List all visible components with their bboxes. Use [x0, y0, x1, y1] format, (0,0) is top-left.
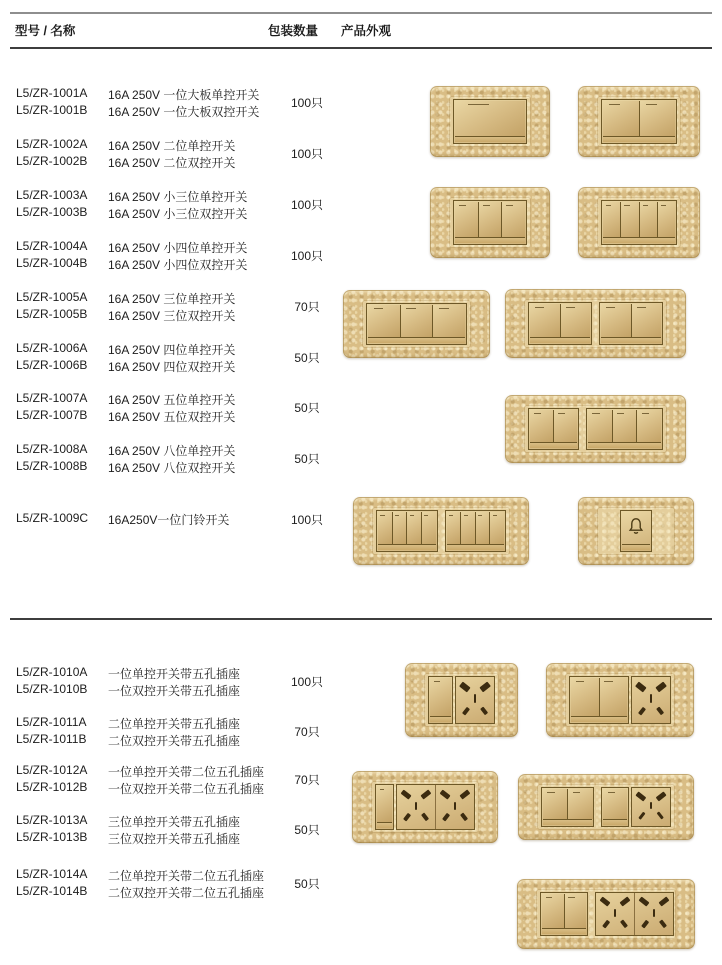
product-plate-1002 [578, 86, 700, 157]
package-quantity: 50只 [294, 401, 320, 415]
bell-icon [625, 515, 647, 537]
socket-hole [636, 681, 647, 691]
product-description: 16A 250V 一位大板双控开关 [108, 105, 260, 119]
model-code: L5/ZR-1002B [16, 154, 88, 168]
socket-five-hole [634, 893, 673, 935]
model-code: L5/ZR-1001A [16, 86, 88, 100]
rocker-switch [406, 512, 421, 544]
model-code: L5/ZR-1013A [16, 813, 88, 827]
socket-panel [631, 787, 671, 827]
socket-hole [415, 802, 418, 810]
plate-inner [525, 300, 666, 347]
rocker-switch [421, 512, 436, 544]
rocker-switch-panel [541, 787, 594, 827]
rocker-switch-panel [453, 200, 527, 245]
model-code: L5/ZR-1005A [16, 290, 88, 304]
socket-five-hole [596, 893, 634, 935]
rocker-switch [400, 305, 433, 337]
socket-hole [460, 681, 471, 691]
rocker-switch [657, 202, 675, 237]
model-code: L5/ZR-1006B [16, 358, 88, 372]
plate-inner [598, 508, 674, 554]
rocker-switch-panel [569, 676, 629, 724]
switch-module-group [541, 787, 594, 827]
product-plate-1006 [505, 289, 686, 358]
model-code: L5/ZR-1003A [16, 188, 88, 202]
rocker-switch [530, 304, 560, 337]
switch-module-group [445, 510, 507, 552]
socket-hole [474, 694, 477, 702]
switch-module-group [599, 302, 663, 345]
package-quantity: 50只 [294, 877, 320, 891]
socket-hole [440, 789, 451, 799]
section-divider [10, 618, 712, 620]
product-description: 16A 250V 四位双控开关 [108, 360, 236, 374]
plate-inner [373, 508, 509, 554]
rocker-switch [603, 789, 627, 819]
rocker-switch-panel [428, 676, 453, 724]
product-description: 16A 250V 四位单控开关 [108, 343, 236, 357]
product-description: 16A 250V 五位双控开关 [108, 410, 236, 424]
switch-module-group [601, 200, 677, 245]
switch-module-group [540, 892, 588, 936]
product-description: 16A 250V 八位单控开关 [108, 444, 236, 458]
socket-five-hole [632, 677, 670, 723]
plate-inner [525, 406, 666, 452]
product-plate-1010 [405, 663, 518, 737]
socket-hole [653, 909, 656, 917]
rocker-switch [588, 410, 612, 442]
rocker-switch [378, 512, 392, 544]
product-description: 16A 250V 五位单控开关 [108, 393, 236, 407]
socket-panel [396, 784, 475, 830]
rocker-switch [542, 894, 564, 928]
switch-module-group [453, 200, 527, 245]
socket-hole [442, 813, 450, 822]
socket-five-hole [397, 785, 435, 829]
product-description: 16A 250V 一位大板单控开关 [108, 88, 260, 102]
rocker-switch-panel [375, 784, 394, 830]
switch-module-group [528, 408, 579, 450]
rocker-switch [455, 202, 478, 237]
rocker-switch [612, 410, 637, 442]
product-description: 16A 250V 小三位单控开关 [108, 190, 248, 204]
package-quantity: 100只 [290, 147, 324, 161]
product-description: 二位单控开关带五孔插座 [108, 717, 241, 731]
rocker-switch-panel [453, 99, 527, 144]
product-plate-1013 [518, 774, 694, 840]
model-code: L5/ZR-1010B [16, 682, 88, 696]
product-plate-1009 [578, 497, 694, 565]
socket-panel [595, 892, 674, 936]
switch-module-group [366, 303, 467, 345]
model-code: L5/ZR-1014B [16, 884, 88, 898]
rocker-switch [567, 789, 592, 819]
rocker-switch [455, 101, 525, 136]
rocker-switch [530, 410, 553, 442]
model-code: L5/ZR-1006A [16, 341, 88, 355]
model-code: L5/ZR-1010A [16, 665, 88, 679]
column-header-quantity: 包装数量 [268, 24, 319, 38]
rocker-switch [377, 786, 392, 822]
socket-hole [656, 812, 664, 821]
product-plate-1005 [343, 290, 490, 358]
rocker-switch-panel [540, 892, 588, 936]
rocker-switch-panel [528, 408, 579, 450]
product-description: 16A 250V 二位单控开关 [108, 139, 236, 153]
model-code: L5/ZR-1003B [16, 205, 88, 219]
top-divider [10, 12, 712, 14]
socket-hole [656, 706, 664, 715]
rocker-switch [489, 512, 504, 544]
rocker-switch [639, 101, 676, 136]
product-plate-1004 [578, 187, 700, 258]
rocker-switch-panel [599, 302, 663, 345]
product-description: 16A 250V 小四位双控开关 [108, 258, 248, 272]
plate-inner [363, 301, 470, 347]
rocker-switch-panel [376, 510, 438, 552]
plate-inner [450, 97, 530, 146]
product-description: 一位单控开关带五孔插座 [108, 667, 241, 681]
package-quantity: 100只 [290, 198, 324, 212]
product-plate-1008 [353, 497, 529, 565]
rocker-switch [447, 512, 461, 544]
product-description: 一位单控开关带二位五孔插座 [108, 765, 265, 779]
package-quantity: 70只 [294, 773, 320, 787]
product-description: 三位双控开关带五孔插座 [108, 832, 241, 846]
product-description: 16A 250V 三位双控开关 [108, 309, 236, 323]
plate-inner [538, 785, 674, 829]
rocker-switch [603, 101, 639, 136]
product-description: 一位双控开关带二位五孔插座 [108, 782, 265, 796]
socket-hole [639, 897, 650, 907]
package-quantity: 50只 [294, 351, 320, 365]
socket-five-hole [435, 785, 474, 829]
rocker-switch [639, 202, 657, 237]
model-code: L5/ZR-1009C [16, 511, 89, 525]
rocker-switch [432, 305, 465, 337]
model-code: L5/ZR-1008B [16, 459, 88, 473]
socket-hole [620, 919, 628, 928]
rocker-switch-panel [445, 510, 507, 552]
rocker-switch-panel [366, 303, 467, 345]
model-code: L5/ZR-1011A [16, 715, 87, 729]
model-code: L5/ZR-1007A [16, 391, 88, 405]
model-code: L5/ZR-1004B [16, 256, 88, 270]
rocker-switch [553, 410, 577, 442]
product-description: 16A 250V 八位双控开关 [108, 461, 236, 475]
socket-hole [401, 789, 412, 799]
rocker-switch [392, 512, 407, 544]
socket-hole [638, 706, 646, 715]
socket-hole [421, 813, 429, 822]
model-code: L5/ZR-1008A [16, 442, 88, 456]
socket-hole [600, 897, 611, 907]
switch-module-group [453, 99, 527, 144]
product-plate-1012 [352, 771, 498, 843]
package-quantity: 50只 [294, 452, 320, 466]
switch-module-group [376, 510, 438, 552]
plate-inner [450, 198, 530, 247]
switch-module-group [428, 676, 495, 724]
plate-inner [425, 674, 498, 726]
product-description: 三位单控开关带五孔插座 [108, 815, 241, 829]
socket-hole [462, 706, 470, 715]
doorbell-button [620, 510, 652, 552]
package-quantity: 100只 [290, 249, 324, 263]
product-description: 16A 250V 二位双控开关 [108, 156, 236, 170]
rocker-switch-panel [601, 99, 677, 144]
product-plate-1001 [430, 86, 550, 157]
package-quantity: 100只 [290, 675, 324, 689]
model-code: L5/ZR-1004A [16, 239, 88, 253]
socket-hole [614, 909, 617, 917]
socket-hole [650, 694, 653, 702]
model-code: L5/ZR-1012B [16, 780, 88, 794]
package-quantity: 70只 [294, 300, 320, 314]
socket-hole [620, 897, 631, 907]
socket-hole [641, 919, 649, 928]
product-description: 16A 250V 小三位双控开关 [108, 207, 248, 221]
rocker-switch [620, 202, 638, 237]
socket-five-hole [632, 788, 670, 826]
plate-inner [566, 674, 674, 726]
rocker-switch [501, 202, 525, 237]
plate-inner [598, 198, 680, 247]
product-description: 16A 250V 三位单控开关 [108, 292, 236, 306]
socket-hole [454, 802, 457, 810]
column-header-model-name: 型号 / 名称 [15, 24, 76, 38]
product-plate-1014 [517, 879, 695, 949]
rocker-switch-panel [601, 787, 629, 827]
socket-hole [459, 789, 470, 799]
socket-hole [460, 813, 468, 822]
rocker-switch [560, 304, 591, 337]
socket-hole [650, 802, 653, 809]
model-code: L5/ZR-1011B [16, 732, 87, 746]
plate-inner [537, 890, 675, 938]
switch-module-group [528, 302, 592, 345]
rocker-switch [460, 512, 475, 544]
rocker-switch [603, 202, 620, 237]
rocker-switch [543, 789, 567, 819]
switch-module-group [569, 676, 671, 724]
model-code: L5/ZR-1001B [16, 103, 88, 117]
switch-module-group [595, 892, 672, 936]
model-code: L5/ZR-1013B [16, 830, 88, 844]
rocker-switch [636, 410, 661, 442]
socket-hole [659, 897, 670, 907]
socket-five-hole [456, 677, 494, 723]
switch-module-group [601, 99, 677, 144]
rocker-switch [571, 678, 599, 716]
rocker-switch [368, 305, 400, 337]
plate-inner [598, 97, 680, 146]
socket-hole [479, 681, 490, 691]
product-description: 一位双控开关带五孔插座 [108, 684, 241, 698]
socket-hole [602, 919, 610, 928]
package-quantity: 100只 [290, 513, 324, 527]
switch-module-group [586, 408, 663, 450]
rocker-switch [599, 678, 628, 716]
product-plate-1007 [505, 395, 686, 463]
product-description: 二位单控开关带二位五孔插座 [108, 869, 265, 883]
package-quantity: 70只 [294, 725, 320, 739]
product-description: 二位双控开关带五孔插座 [108, 734, 241, 748]
model-code: L5/ZR-1014A [16, 867, 88, 881]
rocker-switch [564, 894, 587, 928]
switch-module-group [375, 784, 475, 830]
plate-inner [372, 782, 478, 832]
rocker-switch [601, 304, 631, 337]
socket-panel [455, 676, 495, 724]
product-plate-1011 [546, 663, 694, 737]
socket-hole [659, 919, 667, 928]
socket-panel [631, 676, 671, 724]
model-code: L5/ZR-1005B [16, 307, 88, 321]
rocker-switch-panel [528, 302, 592, 345]
column-header-appearance: 产品外观 [341, 24, 392, 38]
socket-hole [420, 789, 431, 799]
rocker-switch [430, 678, 451, 716]
model-code: L5/ZR-1012A [16, 763, 88, 777]
rocker-switch [631, 304, 662, 337]
model-code: L5/ZR-1007B [16, 408, 88, 422]
socket-hole [480, 706, 488, 715]
rocker-switch [478, 202, 502, 237]
switch-module-group [601, 787, 671, 827]
header-divider [10, 47, 712, 49]
rocker-switch-panel [601, 200, 677, 245]
socket-hole [636, 791, 647, 801]
socket-hole [656, 791, 667, 801]
model-code: L5/ZR-1002A [16, 137, 88, 151]
package-quantity: 50只 [294, 823, 320, 837]
product-description: 16A250V一位门铃开关 [108, 513, 230, 527]
product-description: 16A 250V 小四位单控开关 [108, 241, 248, 255]
package-quantity: 100只 [290, 96, 324, 110]
product-description: 二位双控开关带二位五孔插座 [108, 886, 265, 900]
product-plate-1003 [430, 187, 550, 258]
rocker-switch [475, 512, 490, 544]
socket-hole [403, 813, 411, 822]
rocker-switch-panel [586, 408, 663, 450]
socket-hole [638, 812, 646, 821]
socket-hole [655, 681, 666, 691]
